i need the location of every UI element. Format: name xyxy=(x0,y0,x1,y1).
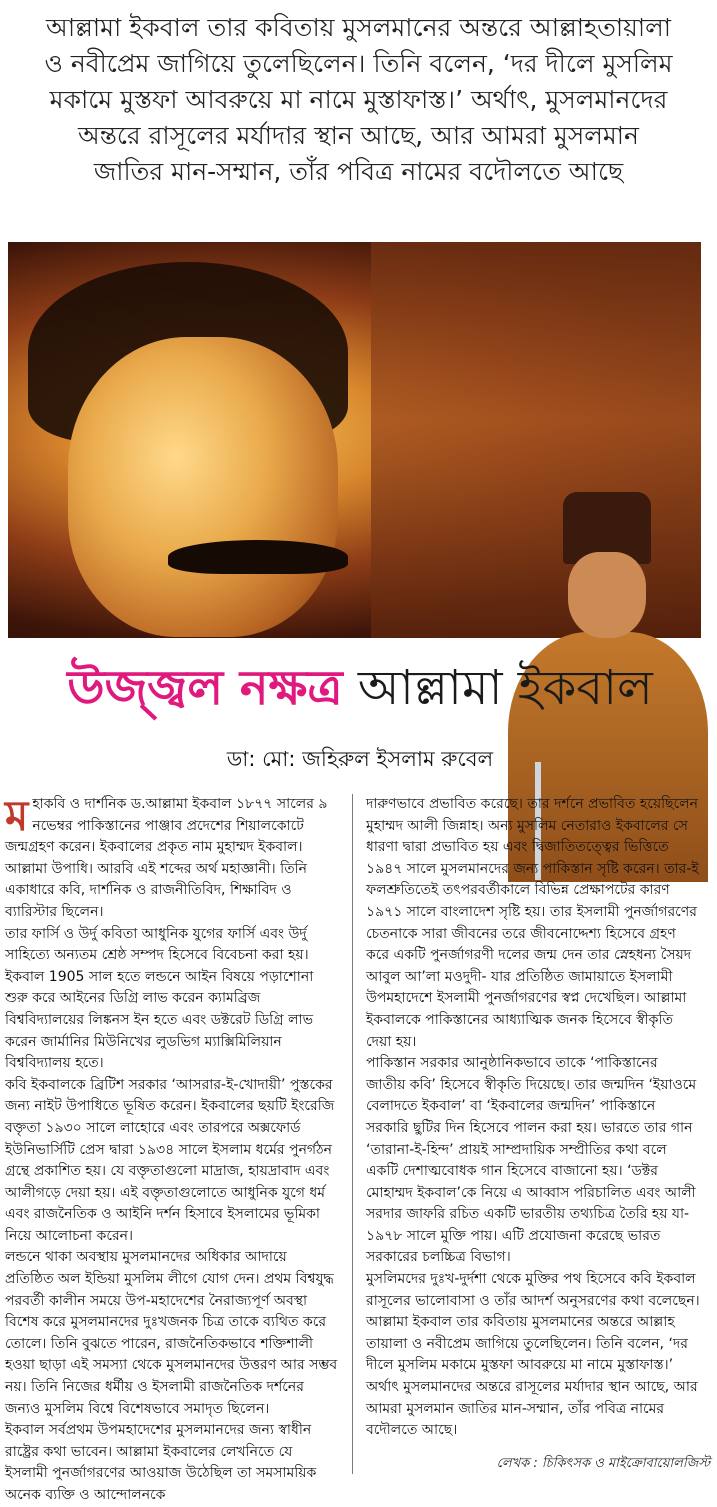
headline-name: আল্লামা ইকবাল xyxy=(357,660,653,716)
hero-image xyxy=(8,242,701,638)
article-paragraph: পাকিস্তান সরকার আনুষ্ঠানিকভাবে তাকে ‘পাকিস্তানের জাতীয় কবি’ হিসেবে স্বীকৃতি দিয়েছে। তার জন্মদিন ‘ইয়াওমে বেলাদতে ইকবাল’ বা ‘ইকবালের জন্মদিন’ পাকিস্তানে সরকারি ছুটির দিন হিসেবে পালন করা হয়। ভারতে তার গান ‘তারানা-ই-হিন্দ’ প্রায়ই সাম্প্রদায়িক সম্প্রীতির কথা বলে একটি দেশাত্মবোধক গান হিসেবে বাজানো হয়। ‘ডক্টর মোহাম্মদ ইকবাল’কে নিয়ে এ আব্বাস পরিচালিত এবং আলী সরদার জাফরি রচিত একটি ভারতীয় তথ্যচিত্র তৈরি হয় যা- ১৯৭৮ সালে মুক্তি পায়। এটি প্রযোজনা করেছে ভারত সরকারের চলচ্চিত্র বিভাগ। xyxy=(366,1055,697,1266)
hero-background-glow xyxy=(371,242,701,638)
headline xyxy=(20,648,700,728)
drop-cap: ম xyxy=(5,791,29,840)
article-paragraph: লন্ডনে থাকা অবস্থায় মুসলমানদের অধিকার আদায়ে প্রতিষ্ঠিত অল ইন্ডিয়া মুসলিম লীগে যোগ দেন। প্রথম বিশ্বযুদ্ধ পরবর্তী কালীন সময়ে উপ-মহাদেশের নৈরাজ্যপূর্ণ অবস্থা বিশেষ করে মুসলমানদের দুঃখজনক চিত্র তাকে ব্যথিত করে তোলে। তিনি বুঝতে পারেন, রাজনৈতিকভাবে শক্তিশালী হওয়া ছাড়া এই সমস্যা থেকে মুসলমানদের উত্তরণ আর সম্ভব নয়। তিনি নিজের ধর্মীয় ও ইসলামী রাজনৈতিক দর্শনের জন্যও মুসলিম বিশ্বে বিশেষভাবে সমাদৃত ছিলেন। xyxy=(5,1249,338,1417)
column-divider xyxy=(352,794,353,1474)
article-column-left xyxy=(5,791,339,1503)
standing-figure-face xyxy=(568,552,646,638)
article-paragraph: মুসলিমদের দুঃখ-দুর্দশা থেকে মুক্তির পথ হিসেবে কবি ইকবাল রাসূলের ভালোবাসা ও তাঁর আদর্শ অনুসরণের কথা বলেছেন। xyxy=(366,1271,700,1309)
author-note: লেখক : চিকিৎসক ও মাইক্রোবায়োলজিস্ট xyxy=(496,1456,710,1471)
article-paragraph: ইকবাল সর্বপ্রথম উপমহাদেশের মুসলমানদের জন্য স্বাধীন রাষ্ট্রের কথা ভাবেন। আল্লামা ইকবালের লেখনিতে যে ইসলামী পুনর্জাগরণের আওয়াজ উঠেছিল তা সমসাময়িক অনেক ব্যক্তি ও আন্দোলনকে xyxy=(5,1422,317,1503)
portrait-moustache xyxy=(168,540,348,574)
article-paragraph: হাকবি ও দার্শনিক ড.আল্লামা ইকবাল ১৮৭৭ সালের ৯ নভেম্বর পাকিস্তানের পাঞ্জাব প্রদেশের শিয়ালকোটে জন্মগ্রহণ করেন। ইকবালের প্রকৃত নাম মুহাম্মদ ইকবাল। আল্লামা উপাধি। আরবি এই শব্দের অর্থ মহাজ্ঞানী। তিনি একাধারে কবি, দার্শনিক ও রাজনীতিবিদ, শিক্ষাবিদ ও ব্যারিস্টার ছিলেন। xyxy=(5,796,328,920)
headline-accent: উজ্জ্বল নক্ষত্র xyxy=(67,660,343,716)
article-paragraph: আল্লামা ইকবাল তার কবিতায় মুসলমানের অন্তরে আল্লাহ তায়ালা ও নবীপ্রেম জাগিয়ে তুলেছিলেন। তিনি বলেন, ‘দর দীলে মুসলিম মকামে মুস্তফা আবরুয়ে মা নামে মুস্তাফাস্ত।’ অর্থাৎ মুসলমানদের অন্তরে রাসূলের মর্যাদার স্থান আছে, আর আমরা মুসলমান জাতির মান-সম্মান, তাঁর পবিত্র নামের বদৌলতে আছে। xyxy=(366,1314,698,1439)
article-paragraph: দারুণভাবে প্রভাবিত করেছে। তার দর্শনে প্রভাবিত হয়েছিলেন মুহাম্মদ আলী জিন্নাহ। অন্য মুসলিম নেতারাও ইকবালের সে ধারণা দ্বারা প্রভাবিত হয় এবং দ্বিজাতিতত্ত্বের ভিত্তিতে ১৯৪৭ সালে মুসলমানদের জন্য পাকিস্তান সৃষ্টি করেন। তার-ই ফলশ্রুতিতেই তৎপরবর্তীকালে বিভিন্ন প্রেক্ষাপটের কারণ ১৯৭১ সালে বাংলাদেশ সৃষ্টি হয়। তার ইসলামী পুনর্জাগরণের চেতনাকে সারা জীবনের তরে জীবনোদ্দেশ্য হিসেবে গ্রহণ করে একটি পুনর্জাগরণী দলের জন্ম দেন তার স্নেহধন্য সৈয়দ আবুল আ’লা মওদুদী- যার প্রতিষ্ঠিত জামায়াতে ইসলামী উপমহাদেশে ইসলামী পুনর্জাগরণের স্বপ্ন দেখেছিল। আল্লামা ইকবালকে পাকিস্তানের আধ্যাত্মিক জনক হিসেবে স্বীকৃতি দেয়া হয়। xyxy=(366,796,699,1050)
article-column-right xyxy=(366,794,700,1446)
article-paragraph: তার ফার্সি ও উর্দু কবিতা আধুনিক যুগের ফার্সি এবং উর্দু সাহিত্যে অন্যতম শ্রেষ্ঠ সম্পদ হিসেবে বিবেচনা করা হয়। ইকবাল 1905 সাল হতে লন্ডনে আইন বিষয়ে পড়াশোনা শুরু করে আইনের ডিগ্রি লাভ করেন ক্যামব্রিজ বিশ্ববিদ্যালয়ের লিঙ্কনস ইন হতে এবং ডক্টরেট ডিগ্রি লাভ করেন জার্মানির মিউনিখের লুডভিগ ম্যাক্সিমিলিয়ান বিশ্ববিদ্যালয় হতে। xyxy=(5,925,314,1072)
portrait-face xyxy=(68,337,338,637)
pull-quote: আল্লামা ইকবাল তার কবিতায় মুসলমানের অন্তরে আল্লাহতায়ালা ও নবীপ্রেম জাগিয়ে তুলেছিলেন। তিনি বলেন, ‘দর দীলে মুসলিম মকামে মুস্তফা আবরুয়ে মা নামে মুস্তাফাস্ত।’ অর্থাৎ, মুসলমানদের অন্তরে রাসূলের মর্যাদার স্থান আছে, আর আমরা মুসলমান জাতির মান-সম্মান, তাঁর পবিত্র নামের বদৌলতে আছে xyxy=(44,13,673,186)
article-paragraph: কবি ইকবালকে ব্রিটিশ সরকার ‘আসরার-ই-খোদায়ী’ পুস্তকের জন্য নাইট উপাধিতে ভূষিত করেন। ইকবালের ছয়টি ইংরেজি বক্তৃতা ১৯৩০ সালে লাহোরে এবং তারপরে অক্সফোর্ড ইউনিভার্সিটি প্রেস দ্বারা ১৯৩৪ সালে ইসলাম ধর্মের পুনর্গঠন গ্রন্থে প্রকাশিত হয়। যে বক্তৃতাগুলো মাদ্রাজ, হায়দ্রাবাদ এবং আলীগড়ে দেয়া হয়। এই বক্তৃতাগুলোতে আধুনিক যুগে ধর্ম এবং রাজনৈতিক ও আইনি দর্শন হিসাবে ইসলামের ভূমিকা নিয়ে আলোচনা করেন। xyxy=(5,1076,335,1244)
byline: ডা: মো: জহিরুল ইসলাম রুবেল xyxy=(226,747,494,771)
